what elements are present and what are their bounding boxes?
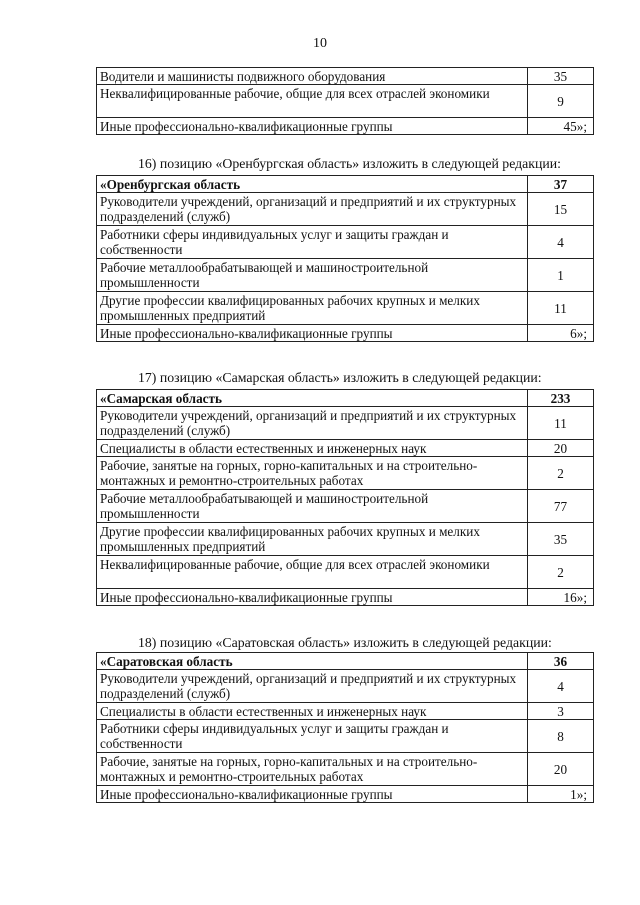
page-number: 10 xyxy=(313,36,327,51)
row-value: 15 xyxy=(528,193,594,226)
row-value: 4 xyxy=(528,670,594,703)
row-value: 2 xyxy=(528,457,594,490)
row-value: 20 xyxy=(528,753,594,786)
row-label: Водители и машинисты подвижного оборудования xyxy=(97,68,528,85)
table-row xyxy=(97,226,594,259)
table-row xyxy=(97,490,594,523)
row-label: Иные профессионально-квалификационные группы xyxy=(97,589,528,606)
row-value: 11 xyxy=(528,407,594,440)
table-header-row xyxy=(97,390,594,407)
row-label: Специалисты в области естественных и инженерных наук xyxy=(97,703,528,720)
table-row xyxy=(97,523,594,556)
region-table xyxy=(96,389,594,606)
table-row xyxy=(97,670,594,703)
row-value: 1»; xyxy=(528,786,594,803)
continuation-table xyxy=(96,67,594,135)
table-row xyxy=(97,786,594,803)
table-header-row xyxy=(97,176,594,193)
row-label: Рабочие, занятые на горных, горно-капитальных и на строительно-монтажных и ремонтно-строительных работах xyxy=(97,753,528,786)
row-label: Неквалифицированные рабочие, общие для всех отраслей экономики xyxy=(97,556,528,589)
row-value: 4 xyxy=(528,226,594,259)
table-row xyxy=(97,325,594,342)
table-row xyxy=(97,457,594,490)
table-row xyxy=(97,118,594,135)
row-value: 3 xyxy=(528,703,594,720)
row-label: Рабочие, занятые на горных, горно-капитальных и на строительно-монтажных и ремонтно-строительных работах xyxy=(97,457,528,490)
row-value: 77 xyxy=(528,490,594,523)
row-label: Иные профессионально-квалификационные группы xyxy=(97,118,528,135)
row-value: 8 xyxy=(528,720,594,753)
region-total: 37 xyxy=(528,176,594,193)
region-table xyxy=(96,652,594,803)
row-label: Работники сферы индивидуальных услуг и защиты граждан и собственности xyxy=(97,226,528,259)
table-row xyxy=(97,193,594,226)
region-total: 233 xyxy=(528,390,594,407)
row-value: 1 xyxy=(528,259,594,292)
row-value: 20 xyxy=(528,440,594,457)
table-row xyxy=(97,407,594,440)
row-label: Руководители учреждений, организаций и предприятий и их структурных подразделений (служб) xyxy=(97,193,528,226)
table-header-row xyxy=(97,653,594,670)
row-value: 6»; xyxy=(528,325,594,342)
section-intro: 17) позицию «Самарская область» изложить в следующей редакции: xyxy=(138,370,542,385)
region-name: «Самарская область xyxy=(97,390,528,407)
row-value: 35 xyxy=(528,523,594,556)
row-label: Другие профессии квалифицированных рабочих крупных и мелких промышленных предприятий xyxy=(97,292,528,325)
table-row xyxy=(97,259,594,292)
section-intro: 16) позицию «Оренбургская область» изложить в следующей редакции: xyxy=(138,156,561,171)
row-value: 9 xyxy=(528,85,594,118)
table-row xyxy=(97,589,594,606)
row-label: Руководители учреждений, организаций и предприятий и их структурных подразделений (служб) xyxy=(97,670,528,703)
row-label: Работники сферы индивидуальных услуг и защиты граждан и собственности xyxy=(97,720,528,753)
row-value: 16»; xyxy=(528,589,594,606)
table-row xyxy=(97,556,594,589)
row-value: 2 xyxy=(528,556,594,589)
table-row xyxy=(97,440,594,457)
region-total: 36 xyxy=(528,653,594,670)
row-label: Рабочие металлообрабатывающей и машиностроительной промышленности xyxy=(97,259,528,292)
row-label: Иные профессионально-квалификационные группы xyxy=(97,325,528,342)
row-label: Специалисты в области естественных и инженерных наук xyxy=(97,440,528,457)
table-row xyxy=(97,292,594,325)
region-name: «Оренбургская область xyxy=(97,176,528,193)
row-label: Иные профессионально-квалификационные группы xyxy=(97,786,528,803)
region-table xyxy=(96,175,594,342)
table-row xyxy=(97,703,594,720)
row-value: 11 xyxy=(528,292,594,325)
table-row xyxy=(97,753,594,786)
row-label: Рабочие металлообрабатывающей и машиностроительной промышленности xyxy=(97,490,528,523)
row-label: Другие профессии квалифицированных рабочих крупных и мелких промышленных предприятий xyxy=(97,523,528,556)
table-row xyxy=(97,85,594,118)
row-value: 35 xyxy=(528,68,594,85)
row-value: 45»; xyxy=(528,118,594,135)
section-intro: 18) позицию «Саратовская область» изложить в следующей редакции: xyxy=(138,635,552,650)
row-label: Неквалифицированные рабочие, общие для всех отраслей экономики xyxy=(97,85,528,118)
region-name: «Саратовская область xyxy=(97,653,528,670)
table-row xyxy=(97,68,594,85)
table-row xyxy=(97,720,594,753)
row-label: Руководители учреждений, организаций и предприятий и их структурных подразделений (служб) xyxy=(97,407,528,440)
